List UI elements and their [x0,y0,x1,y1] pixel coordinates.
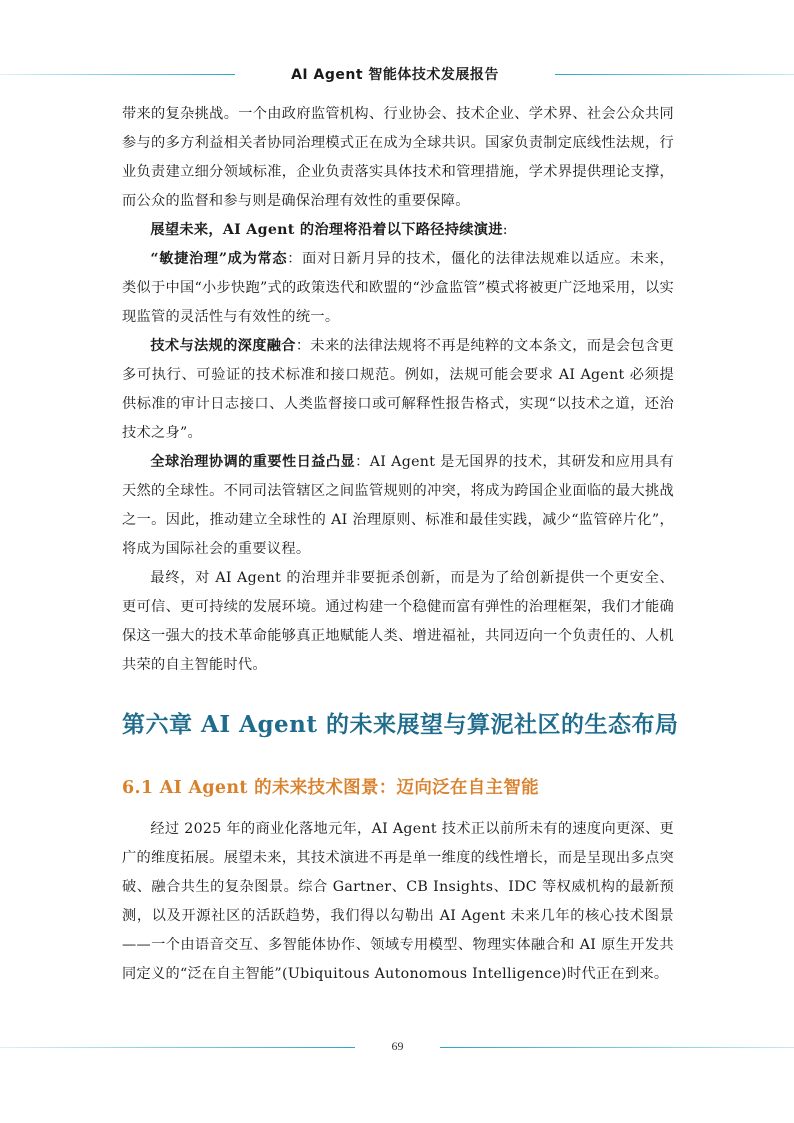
body-text-lower [122,815,674,989]
page-header [0,62,794,88]
section-title: 6.1 AI Agent 的未来技术图景：迈向泛在自主智能 [122,778,539,798]
paragraph-future-tech-landscape: 经过 2025 年的商业化落地元年，AI Agent 技术正以前所未有的速度向更深、更广的维度拓展。展望未来，其技术演进不再是单一维度的线性增长，而是呈现出多点突破、融合共生的复杂图景。综合 Gartner、CB Insights、IDC 等权威机构的最新预测，以及开源社区的活跃趋势，我们得以勾勒出 AI Agent 未来几年的核心技术图景——一个由语音交互、多智能体协作、领域专用模型、物理实体融合和 AI 原生开发共同定义的“泛在自主智能”(Ubiquitous Autonomous Intelligence)时代正在到来。 [122,821,674,982]
header-rule-left [0,74,235,75]
paragraph-agile-governance: “敏捷治理”成为常态：面对日新月异的技术，僵化的法律法规难以适应。未来，类似于中国“小步快跑”式的政策迭代和欧盟的“沙盒监管”模式将被更广泛地采用，以实现监管的灵活性与有效性的统一。 [122,251,674,325]
paragraph-lead-bold: 全球治理协调的重要性日益凸显 [150,454,356,470]
footer-rule-right [440,1047,794,1048]
paragraph-outlook-intro: 展望未来，AI Agent 的治理将沿着以下路径持续演进: [150,222,508,238]
paragraph-lead-bold: 展望未来，AI Agent 的治理将沿着以下路径持续演进 [150,222,503,238]
header-rule-right [555,74,794,75]
paragraph-lead-bold: 技术与法规的深度融合 [150,338,296,354]
paragraph-tech-law-fusion: 技术与法规的深度融合：未来的法律法规将不再是纯粹的文本条文，而是会包含更多可执行、可验证的技术标准和接口规范。例如，法规可能会要求 AI Agent 必须提供标准的审计日志接口、人类监督接口或可解释性报告格式，实现“以技术之道，还治技术之身”。 [122,338,674,441]
paragraph-lead-bold: “敏捷治理”成为常态 [150,251,288,267]
paragraph-conclusion: 最终，对 AI Agent 的治理并非要扼杀创新，而是为了给创新提供一个更安全、更可信、更可持续的发展环境。通过构建一个稳健而富有弹性的治理框架，我们才能确保这一强大的技术革命能够真正地赋能人类、增进福祉，共同迈向一个负责任的、人机共荣的自主智能时代。 [122,570,674,673]
paragraph-governance-consensus: 带来的复杂挑战。一个由政府监管机构、行业协会、技术企业、学术界、社会公众共同参与的多方利益相关者协同治理模式正在成为全球共识。国家负责制定底线性法规，行业负责建立细分领域标准，企业负责落实具体技术和管理措施，学术界提供理论支撑，而公众的监督和参与则是确保治理有效性的重要保障。 [122,106,674,209]
running-header-title: AI Agent 智能体技术发展报告 [291,67,499,83]
chapter-title: 第六章 AI Agent 的未来展望与算泥社区的生态布局 [122,711,679,738]
body-text-upper [122,100,674,680]
page-number: 69 [391,1039,404,1053]
footer-rule-left [0,1047,355,1048]
page-footer [0,1036,794,1060]
paragraph-global-coordination: 全球治理协调的重要性日益凸显：AI Agent 是无国界的技术，其研发和应用具有天然的全球性。不同司法管辖区之间监管规则的冲突，将成为跨国企业面临的最大挑战之一。因此，推动建立全球性的 AI 治理原则、标准和最佳实践，减少“监管碎片化”，将成为国际社会的重要议程。 [122,454,674,557]
